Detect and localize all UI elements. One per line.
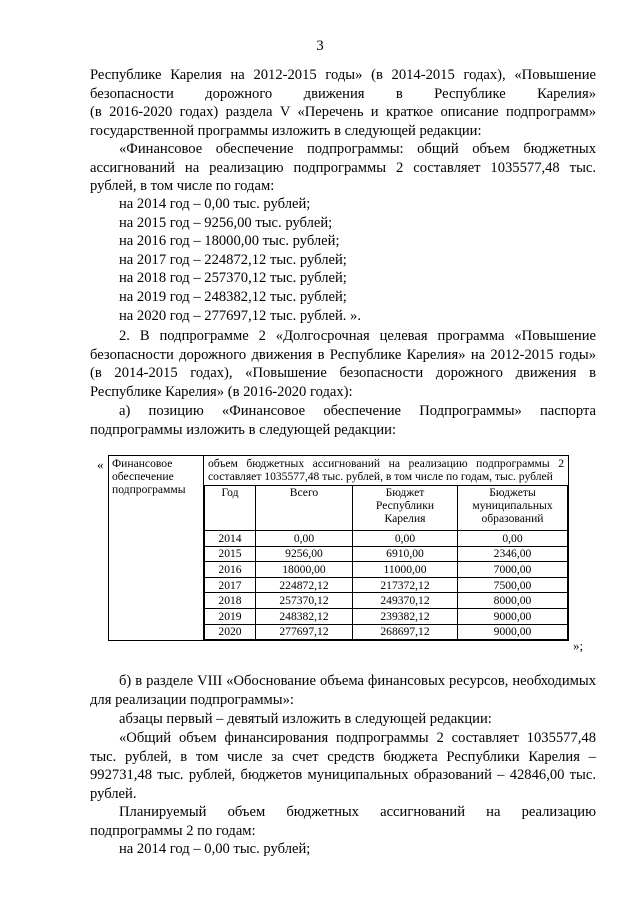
paragraph-line: государственной программы изложить в следующей редакции: (90, 122, 482, 139)
cell-republic-budget: 217372,12 (353, 577, 458, 593)
cell-municipal-budgets: 2346,00 (458, 546, 568, 562)
cell-total: 224872,12 (256, 577, 353, 593)
cell-republic-budget: 249370,12 (353, 593, 458, 609)
table-row (205, 577, 568, 593)
table-row (205, 608, 568, 624)
years-list-continued (119, 840, 310, 859)
column-header-municipal-budgets: Бюджеты муниципальных образований (458, 486, 568, 531)
passport-value-cell (204, 456, 569, 641)
paragraph-item-b: б) в разделе VIII «Обоснование объема финансовых ресурсов, необходимых для реализации подпрограммы»: (90, 673, 596, 708)
paragraph-total-financing: «Общий объем финансирования подпрограммы 2 составляет 1035577,48 тыс. рублей, в том числе за счет средств бюджета Республики Карелия – 992731,48 тыс. рублей, бюджетов муниципальных образований – 42846,00 тыс. рублей. (90, 730, 596, 802)
list-item: на 2015 год – 9256,00 тыс. рублей; (119, 214, 333, 231)
column-header-republic-budget: Бюджет Республики Карелия (353, 486, 458, 531)
cell-municipal-budgets: 7000,00 (458, 562, 568, 578)
cell-total: 0,00 (256, 531, 353, 547)
table-header-row (205, 486, 568, 531)
page-number: 3 (316, 38, 324, 54)
cell-republic-budget: 239382,12 (353, 608, 458, 624)
paragraph-line: безопасности дорожного движения в Республике Карелия» (90, 85, 596, 102)
cell-municipal-budgets: 7500,00 (458, 577, 568, 593)
financing-table (204, 485, 568, 640)
cell-municipal-budgets: 0,00 (458, 531, 568, 547)
cell-total: 9256,00 (256, 546, 353, 562)
cell-municipal-budgets: 9000,00 (458, 624, 568, 640)
paragraph-line: Республике Карелия на 2012-2015 годы» (в 2014-2015 годах), «Повышение (90, 67, 596, 83)
cell-year: 2018 (205, 593, 256, 609)
cell-municipal-budgets: 9000,00 (458, 608, 568, 624)
paragraph-financing: «Финансовое обеспечение подпрограммы: общий объем бюджетных ассигнований на реализацию подпрограммы 2 составляет 1035577,48 тыс. рублей, в том числе по годам: (90, 141, 596, 195)
list-item: на 2018 год – 257370,12 тыс. рублей; (119, 270, 347, 287)
quote-close: »; (573, 638, 584, 653)
cell-total: 257370,12 (256, 593, 353, 609)
cell-republic-budget: 268697,12 (353, 624, 458, 640)
years-list (119, 195, 361, 325)
list-item: на 2017 год – 224872,12 тыс. рублей; (119, 251, 347, 268)
cell-year: 2016 (205, 562, 256, 578)
cell-republic-budget: 11000,00 (353, 562, 458, 578)
cell-year: 2020 (205, 624, 256, 640)
cell-total: 248382,12 (256, 608, 353, 624)
cell-year: 2017 (205, 577, 256, 593)
table-row (205, 593, 568, 609)
cell-year: 2019 (205, 608, 256, 624)
paragraph-paragraphs-instruction: абзацы первый – девятый изложить в следующей редакции: (119, 711, 492, 727)
paragraph-continuation (90, 66, 596, 140)
table-row (205, 624, 568, 640)
cell-republic-budget: 6910,00 (353, 546, 458, 562)
cell-year: 2014 (205, 531, 256, 547)
column-header-year: Год (205, 486, 256, 531)
list-item: на 2019 год – 248382,12 тыс. рублей; (119, 288, 347, 305)
cell-municipal-budgets: 8000,00 (458, 593, 568, 609)
paragraph-subprogram-2: 2. В подпрограмме 2 «Долгосрочная целевая программа «Повышение безопасности дорожного движения в Республике Карелия» на 2012-2015 годы» (в 2014-2015 годах), «Повышение безопасности дорожного движения в Республике Карелия» (в 2016-2020 годах): (90, 328, 596, 400)
quote-open: « (97, 457, 104, 472)
cell-year: 2015 (205, 546, 256, 562)
cell-total: 277697,12 (256, 624, 353, 640)
cell-total: 18000,00 (256, 562, 353, 578)
passport-table (108, 455, 569, 641)
cell-republic-budget: 0,00 (353, 531, 458, 547)
list-item: на 2014 год – 0,00 тыс. рублей; (119, 196, 311, 212)
paragraph-item-a: а) позицию «Финансовое обеспечение Подпрограммы» паспорта подпрограммы изложить в следующей редакции: (90, 403, 596, 438)
table-row (205, 546, 568, 562)
table-row (205, 562, 568, 578)
table-row (205, 531, 568, 547)
column-header-total: Всего (256, 486, 353, 531)
list-item: на 2014 год – 0,00 тыс. рублей; (119, 841, 311, 857)
passport-label: Финансовое обеспечение подпрограммы (109, 456, 204, 641)
paragraph-planned-allocations: Планируемый объем бюджетных ассигнований на реализацию подпрограммы 2 по годам: (90, 804, 596, 839)
passport-description: объем бюджетных ассигнований на реализацию подпрограммы 2 составляет 1035577,48 тыс. рублей, в том числе по годам, тыс. рублей (208, 457, 564, 483)
paragraph-line: (в 2016-2020 годах) раздела V «Перечень и краткое описание подпрограмм» (90, 104, 596, 121)
list-item: на 2016 год – 18000,00 тыс. рублей; (119, 233, 340, 250)
list-item: на 2020 год – 277697,12 тыс. рублей. ». (119, 307, 362, 324)
